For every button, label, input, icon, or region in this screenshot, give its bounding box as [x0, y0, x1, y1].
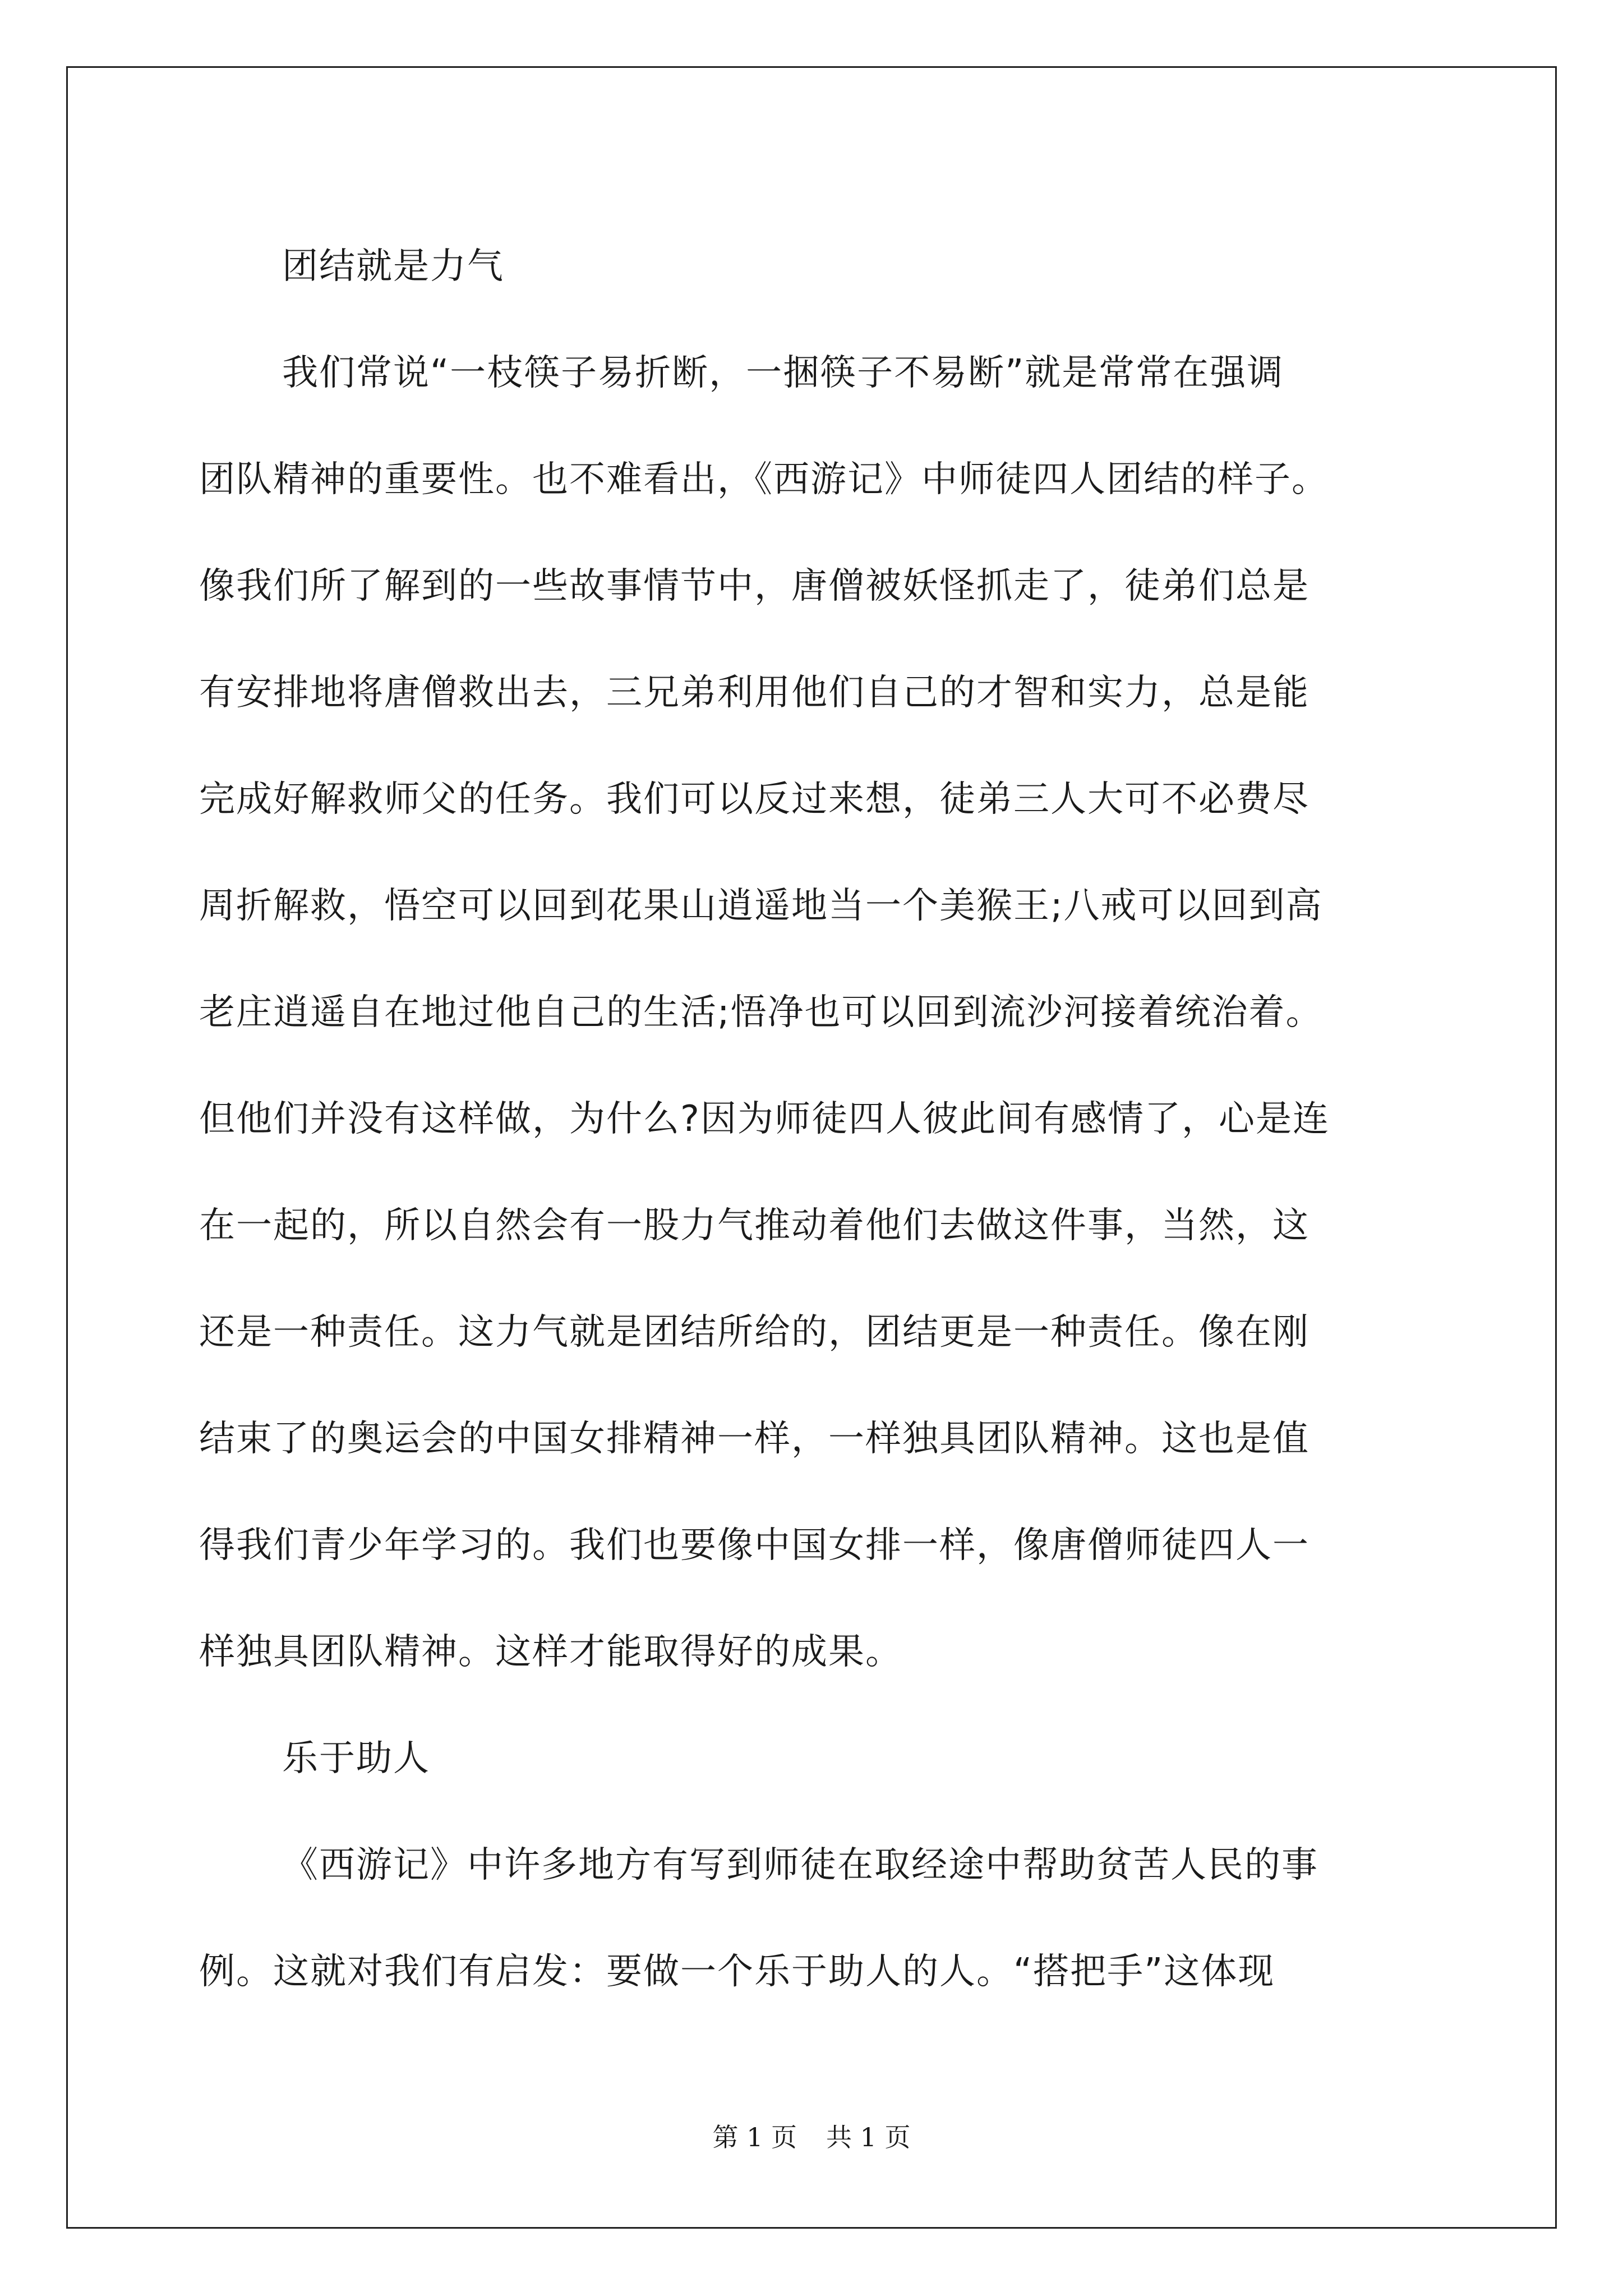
paragraph-line: 在一起的，所以自然会有一股力气推动着他们去做这件事，当然，这: [199, 1205, 1310, 1246]
paragraph-line: 像我们所了解到的一些故事情节中，唐僧被妖怪抓走了，徒弟们总是: [199, 565, 1310, 607]
section-heading: 乐于助人: [282, 1738, 430, 1779]
page-number: 第 1 页: [712, 2122, 797, 2152]
paragraph-line: 得我们青少年学习的。我们也要像中国女排一样，像唐僧师徒四人一: [199, 1525, 1310, 1566]
paragraph-line: 周折解救，悟空可以回到花果山逍遥地当一个美猴王;八戒可以回到高: [199, 885, 1323, 927]
paragraph-line: 有安排地将唐僧救出去，三兄弟利用他们自己的才智和实力，总是能: [199, 672, 1310, 714]
paragraph-line: 我们常说“一枝筷子易折断，一捆筷子不易断”就是常常在强调: [282, 352, 1284, 394]
paragraph-line: 还是一种责任。这力气就是团结所给的，团结更是一种责任。像在刚: [199, 1312, 1310, 1353]
paragraph-line: 老庄逍遥自在地过他自己的生活;悟净也可以回到流沙河接着统治着。: [199, 992, 1323, 1033]
paragraph-line: 结束了的奥运会的中国女排精神一样，一样独具团队精神。这也是值: [199, 1418, 1310, 1460]
page-total: 共 1 页: [826, 2122, 911, 2152]
document-body: [199, 213, 1433, 2025]
paragraph-line: 团队精神的重要性。也不难看出，《西游记》中师徒四人团结的样子。: [199, 459, 1329, 500]
paragraph-line: 完成好解救师父的任务。我们可以反过来想，徒弟三人大可不必费尽: [199, 779, 1310, 820]
paragraph-line: 例。这就对我们有启发：要做一个乐于助人的人。“搭把手”这体现: [199, 1951, 1275, 1993]
paragraph-line: 样独具团队精神。这样才能取得好的成果。: [199, 1631, 902, 1673]
paragraph-line: 《西游记》中许多地方有写到师徒在取经途中帮助贫苦人民的事: [282, 1844, 1318, 1886]
page-footer: [0, 2120, 1623, 2154]
paragraph-line: 但他们并没有这样做，为什么?因为师徒四人彼此间有感情了，心是连: [199, 1098, 1330, 1140]
section-heading: 团结就是力气: [282, 246, 504, 287]
